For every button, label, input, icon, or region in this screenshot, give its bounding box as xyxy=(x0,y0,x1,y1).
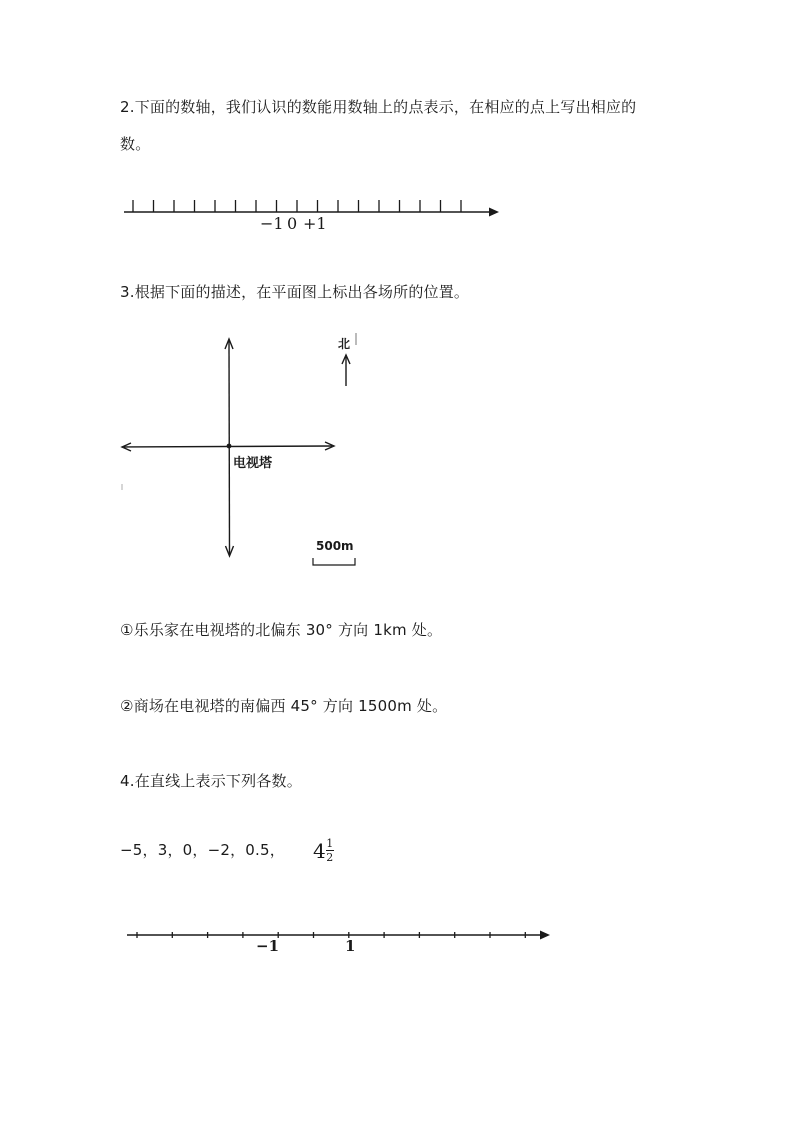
q4-fraction-numerator: 1 xyxy=(326,837,334,850)
q3-item1: ①乐乐家在电视塔的北偏东 30° 方向 1km 处。 xyxy=(120,621,443,639)
q3-item2: ②商场在电视塔的南偏西 45° 方向 1500m 处。 xyxy=(120,697,448,715)
q3-tower-label: 电视塔 xyxy=(233,456,273,471)
q2-text-line2: 数。 xyxy=(120,135,151,153)
q2-text-line1: 2.下面的数轴，我们认识的数能用数轴上的点表示，在相应的点上写出相应的 xyxy=(120,98,637,116)
q2-label-neg1: −1 xyxy=(260,214,284,233)
q3-text: 3.根据下面的描述，在平面图上标出各场所的位置。 xyxy=(120,283,470,301)
q4-number-list: −5，3，0，−2，0.5， xyxy=(120,841,285,859)
q2-label-pos1: +1 xyxy=(303,214,327,233)
q3-north-label: 北 xyxy=(338,337,351,351)
q4-label-pos1: 1 xyxy=(345,937,356,955)
q2-label-zero: 0 xyxy=(287,214,298,233)
q4-text: 4.在直线上表示下列各数。 xyxy=(120,772,302,790)
q4-axis-arrow xyxy=(540,931,550,940)
q3-scale-label: 500m xyxy=(316,539,354,553)
q4-label-neg1: −1 xyxy=(256,937,280,955)
q4-fraction-denominator: 2 xyxy=(326,851,334,864)
q4-mixed-whole: 4 xyxy=(313,838,326,863)
